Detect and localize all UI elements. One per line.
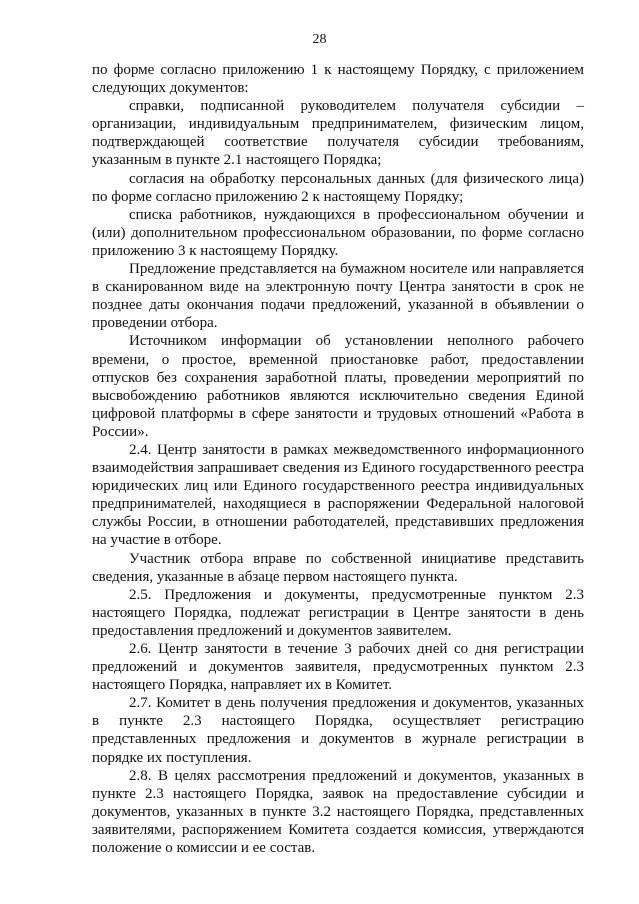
paragraph-clause-2-5: 2.5. Предложения и документы, предусмотренные пунктом 2.3 настоящего Порядка, подлежат регистрации в Центре занятости в день предоставления предложений и документов заявителем. xyxy=(92,586,584,639)
paragraph-clause-2-8: 2.8. В целях рассмотрения предложений и документов, указанных в пункте 2.3 настоящего Порядка, заявок на предоставление субсидии и документов, указанных в пункте 3.2 настоящего Порядка, представленных заявителями, распоряжением Комитета создается комиссия, утверждаются положение о комиссии и ее состав. xyxy=(92,767,584,857)
paragraph-workers-list-item: списка работников, нуждающихся в профессиональном обучении и (или) дополнительном профессиональном образовании, по форме согласно приложению 3 к настоящему Порядку. xyxy=(92,206,584,259)
page-number: 28 xyxy=(312,32,327,47)
paragraph-submission: Предложение представляется на бумажном носителе или направляется в сканированном виде на электронную почту Центра занятости в срок не позднее даты окончания подачи предложений, указанной в объявлении о проведении отбора. xyxy=(92,261,584,332)
paragraph-clause-2-6: 2.6. Центр занятости в течение 3 рабочих дней со дня регистрации предложений и документов заявителя, предусмотренных пунктом 2.3 настоящего Порядка, направляет их в Комитет. xyxy=(92,641,584,694)
paragraph-clause-2-4: 2.4. Центр занятости в рамках межведомственного информационного взаимодействия запрашивает сведения из Единого государственного реестра юридических лиц или Единого государственного реестра индивидуальных предпринимателей, находящиеся в распоряжении Федеральной налоговой службы России, в отношении работодателей, представивших предложения на участие в отборе. xyxy=(92,441,584,549)
paragraph-certificate-item: справки, подписанной руководителем получателя субсидии – организации, индивидуальным предпринимателем, физическим лицом, подтверждающей соответствие получателя субсидии требованиям, указанным в пункте 2.1 настоящего Порядка; xyxy=(92,98,584,169)
paragraph-consent-item: согласия на обработку персональных данных (для физического лица) по форме согласно приложению 2 к настоящему Порядку; xyxy=(92,170,584,205)
paragraph-information-source: Источником информации об установлении неполного рабочего времени, о простое, временной приостановке работ, предоставлении отпусков без сохранения заработной платы, проведении мероприятий по высвобождению работников являются исключительно сведения Единой цифровой платформы в сфере занятости и трудовых отношений «Работа в России». xyxy=(92,333,584,440)
paragraph-clause-2-7: 2.7. Комитет в день получения предложения и документов, указанных в пункте 2.3 настоящего Порядка, осуществляет регистрацию представленных предложения и документов в журнале регистрации в порядке их поступления. xyxy=(92,695,584,766)
paragraph-continuation: по форме согласно приложению 1 к настоящему Порядку, с приложением следующих документов: xyxy=(92,62,584,97)
document-body xyxy=(92,61,584,857)
paragraph-own-initiative: Участник отбора вправе по собственной инициативе представить сведения, указанные в абзаце первом настоящего пункта. xyxy=(92,550,584,585)
